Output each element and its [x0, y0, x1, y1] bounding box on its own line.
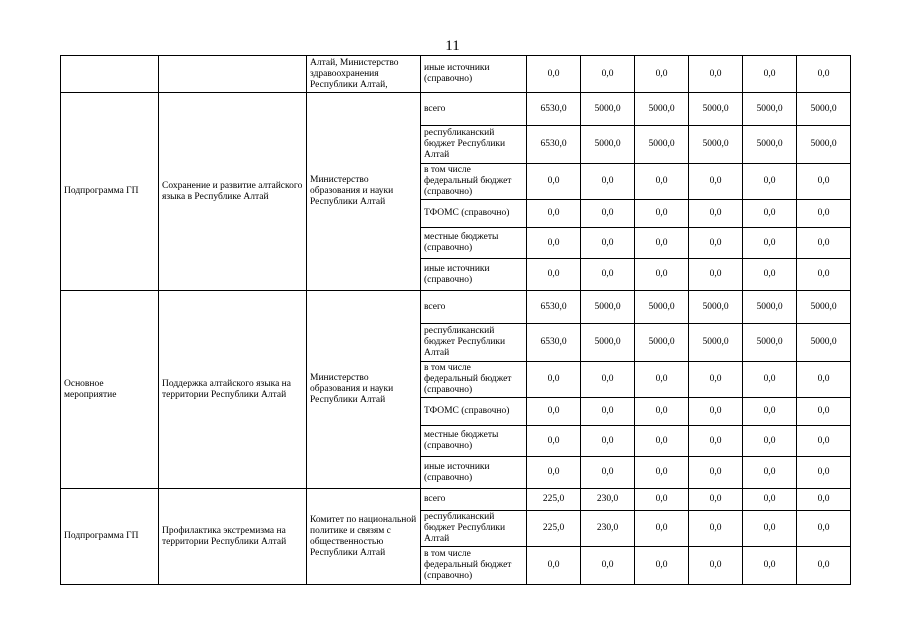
funding-source-cell: республиканский бюджет Республики Алтай: [421, 324, 527, 362]
value-cell: 0,0: [743, 362, 797, 398]
value-cell: 0,0: [797, 56, 851, 93]
funding-source-cell: всего: [421, 489, 527, 511]
value-cell: 0,0: [743, 56, 797, 93]
value-cell: 5000,0: [581, 324, 635, 362]
value-cell: 6530,0: [527, 324, 581, 362]
funding-source-cell: иные источники (справочно): [421, 56, 527, 93]
value-cell: 0,0: [527, 228, 581, 259]
value-cell: 0,0: [743, 259, 797, 291]
value-cell: 0,0: [797, 259, 851, 291]
value-cell: 0,0: [581, 547, 635, 585]
value-cell: 0,0: [743, 164, 797, 200]
value-cell: 0,0: [743, 457, 797, 489]
value-cell: 0,0: [689, 547, 743, 585]
value-cell: 0,0: [581, 259, 635, 291]
funding-source-cell: в том числе федеральный бюджет (справочно): [421, 547, 527, 585]
name-cell: Профилактика экстремизма на территории Республики Алтай: [159, 489, 307, 585]
table-row: [61, 56, 851, 93]
value-cell: 5000,0: [581, 291, 635, 324]
value-cell: 0,0: [635, 489, 689, 511]
value-cell: 0,0: [689, 457, 743, 489]
funding-source-cell: иные источники (справочно): [421, 259, 527, 291]
funding-source-cell: в том числе федеральный бюджет (справочно): [421, 164, 527, 200]
value-cell: 0,0: [527, 398, 581, 426]
value-cell: 0,0: [581, 228, 635, 259]
value-cell: 0,0: [635, 426, 689, 457]
value-cell: 0,0: [635, 398, 689, 426]
value-cell: 0,0: [743, 426, 797, 457]
value-cell: 0,0: [689, 426, 743, 457]
value-cell: 230,0: [581, 489, 635, 511]
value-cell: 0,0: [527, 426, 581, 457]
value-cell: 5000,0: [635, 291, 689, 324]
program-cell: [61, 56, 159, 93]
program-cell: Подпрограмма ГП: [61, 93, 159, 291]
value-cell: 5000,0: [581, 126, 635, 164]
funding-source-cell: всего: [421, 291, 527, 324]
funding-source-cell: местные бюджеты (справочно): [421, 426, 527, 457]
value-cell: 5000,0: [797, 126, 851, 164]
value-cell: 0,0: [797, 547, 851, 585]
name-cell: Поддержка алтайского языка на территории Республики Алтай: [159, 291, 307, 489]
value-cell: 5000,0: [689, 291, 743, 324]
value-cell: 225,0: [527, 511, 581, 547]
funding-source-cell: ТФОМС (справочно): [421, 200, 527, 228]
value-cell: 5000,0: [689, 93, 743, 126]
value-cell: 6530,0: [527, 126, 581, 164]
value-cell: 0,0: [581, 164, 635, 200]
value-cell: 5000,0: [797, 93, 851, 126]
value-cell: 0,0: [689, 511, 743, 547]
funding-source-cell: республиканский бюджет Республики Алтай: [421, 126, 527, 164]
value-cell: 0,0: [797, 426, 851, 457]
value-cell: 0,0: [635, 259, 689, 291]
value-cell: 0,0: [635, 164, 689, 200]
executor-cell: Алтай, Министерство здравоохранения Республики Алтай,: [307, 56, 421, 93]
value-cell: 0,0: [581, 426, 635, 457]
value-cell: 0,0: [635, 362, 689, 398]
value-cell: 0,0: [689, 489, 743, 511]
value-cell: 0,0: [689, 164, 743, 200]
budget-table-body: [61, 56, 851, 585]
value-cell: 6530,0: [527, 93, 581, 126]
value-cell: 0,0: [581, 200, 635, 228]
value-cell: 0,0: [635, 511, 689, 547]
budget-table: [60, 55, 851, 585]
value-cell: 0,0: [527, 200, 581, 228]
value-cell: 0,0: [581, 362, 635, 398]
value-cell: 0,0: [635, 228, 689, 259]
value-cell: 0,0: [527, 56, 581, 93]
value-cell: 5000,0: [635, 93, 689, 126]
value-cell: 5000,0: [689, 324, 743, 362]
value-cell: 6530,0: [527, 291, 581, 324]
value-cell: 5000,0: [635, 324, 689, 362]
executor-cell: Комитет по национальной политике и связям с общественностью Республики Алтай: [307, 489, 421, 585]
value-cell: 0,0: [689, 362, 743, 398]
value-cell: 0,0: [797, 362, 851, 398]
value-cell: 0,0: [797, 228, 851, 259]
value-cell: 0,0: [581, 457, 635, 489]
value-cell: 5000,0: [635, 126, 689, 164]
program-cell: Основное мероприятие: [61, 291, 159, 489]
value-cell: 0,0: [797, 398, 851, 426]
value-cell: 0,0: [743, 228, 797, 259]
value-cell: 0,0: [743, 489, 797, 511]
value-cell: 0,0: [635, 200, 689, 228]
value-cell: 5000,0: [797, 291, 851, 324]
value-cell: 0,0: [797, 457, 851, 489]
value-cell: 0,0: [743, 398, 797, 426]
value-cell: 5000,0: [689, 126, 743, 164]
value-cell: 0,0: [689, 259, 743, 291]
value-cell: 0,0: [581, 56, 635, 93]
value-cell: 5000,0: [743, 126, 797, 164]
value-cell: 0,0: [635, 547, 689, 585]
value-cell: 0,0: [581, 398, 635, 426]
value-cell: 0,0: [743, 200, 797, 228]
value-cell: 0,0: [527, 547, 581, 585]
value-cell: 0,0: [689, 398, 743, 426]
value-cell: 0,0: [743, 511, 797, 547]
value-cell: 0,0: [527, 457, 581, 489]
value-cell: 0,0: [797, 489, 851, 511]
value-cell: 0,0: [527, 164, 581, 200]
value-cell: 0,0: [689, 200, 743, 228]
funding-source-cell: ТФОМС (справочно): [421, 398, 527, 426]
table-row: [61, 489, 851, 511]
table-row: [61, 93, 851, 126]
value-cell: 5000,0: [743, 93, 797, 126]
value-cell: 0,0: [797, 200, 851, 228]
value-cell: 225,0: [527, 489, 581, 511]
value-cell: 0,0: [797, 511, 851, 547]
executor-cell: Министерство образования и науки Республики Алтай: [307, 291, 421, 489]
program-cell: Подпрограмма ГП: [61, 489, 159, 585]
funding-source-cell: в том числе федеральный бюджет (справочно): [421, 362, 527, 398]
value-cell: 0,0: [635, 457, 689, 489]
value-cell: 0,0: [527, 362, 581, 398]
value-cell: 230,0: [581, 511, 635, 547]
value-cell: 5000,0: [743, 324, 797, 362]
funding-source-cell: местные бюджеты (справочно): [421, 228, 527, 259]
table-row: [61, 291, 851, 324]
value-cell: 0,0: [797, 164, 851, 200]
value-cell: 0,0: [689, 56, 743, 93]
funding-source-cell: республиканский бюджет Республики Алтай: [421, 511, 527, 547]
name-cell: Сохранение и развитие алтайского языка в Республике Алтай: [159, 93, 307, 291]
value-cell: 0,0: [689, 228, 743, 259]
funding-source-cell: всего: [421, 93, 527, 126]
value-cell: 0,0: [743, 547, 797, 585]
value-cell: 5000,0: [581, 93, 635, 126]
value-cell: 0,0: [635, 56, 689, 93]
value-cell: 5000,0: [743, 291, 797, 324]
executor-cell: Министерство образования и науки Республики Алтай: [307, 93, 421, 291]
value-cell: 5000,0: [797, 324, 851, 362]
name-cell: [159, 56, 307, 93]
value-cell: 0,0: [527, 259, 581, 291]
page-number: 11: [445, 38, 460, 54]
funding-source-cell: иные источники (справочно): [421, 457, 527, 489]
